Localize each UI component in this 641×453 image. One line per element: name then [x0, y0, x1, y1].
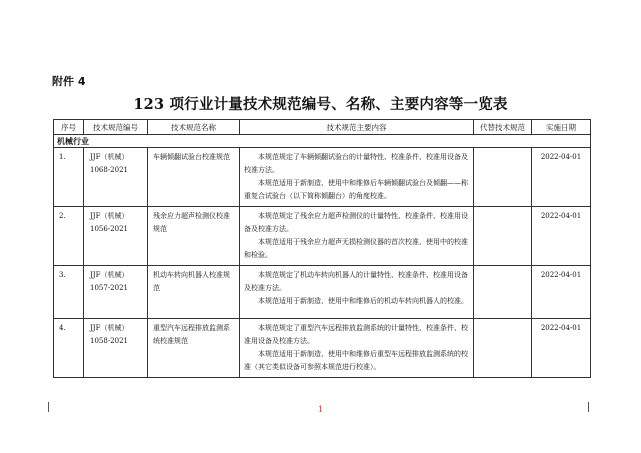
row-code-prefix: JJF（机械） [90, 153, 129, 161]
attachment-label: 附件 4 [52, 75, 86, 88]
row-code-prefix: JJF（机械） [90, 212, 129, 220]
row-date: 2022-04-01 [532, 319, 591, 378]
row-content-applicability: 本规范适用于残余应力超声无损检测仪器的首次校准、使用中的校准和检验。 [244, 238, 468, 259]
table-header-row [54, 120, 591, 135]
row-code-prefix: JJF（机械） [90, 324, 129, 332]
table-row [54, 266, 591, 319]
row-code-number: 1068-2021 [90, 166, 128, 174]
table-row [54, 319, 591, 378]
page-number: 1 [317, 405, 324, 414]
row-content [240, 266, 474, 319]
header-date: 实施日期 [532, 120, 591, 135]
row-code-prefix: JJF（机械） [90, 271, 129, 279]
row-code [84, 319, 148, 378]
row-code-number: 1058-2021 [90, 337, 128, 345]
category-label: 机械行业 [54, 135, 591, 148]
row-replace [474, 266, 532, 319]
row-content-applicability: 本规范适用于新制造、使用中和维修后车辆倾翻试验台及倾翻——称重复合试验台（以下简称倾翻台）的角度校准。 [244, 179, 468, 200]
header-code: 技术规范编号 [84, 120, 148, 135]
header-serial: 序号 [54, 120, 84, 135]
row-date: 2022-04-01 [532, 207, 591, 266]
row-name: 重型汽车远程排放监测系统校准规范 [148, 319, 240, 378]
row-serial: 1. [54, 148, 84, 207]
row-content-scope: 本规范规定了重型汽车远程排放监测系统的计量特性、校准条件、校准用设备及校准方法。 [244, 324, 468, 345]
row-content-scope: 本规范规定了机动车转向机器人的计量特性、校准条件、校准用设备及校准方法。 [244, 271, 468, 292]
specs-table [53, 119, 591, 378]
row-replace [474, 148, 532, 207]
row-name: 残余应力超声检测仪校准规范 [148, 207, 240, 266]
row-date: 2022-04-01 [532, 266, 591, 319]
row-content-applicability: 本规范适用于新制造、使用中和维修后重型车远程排放监测系统的校准（其它类似设备可参照本规范进行校准）。 [244, 350, 468, 371]
table-row [54, 207, 591, 266]
row-code [84, 148, 148, 207]
row-code-number: 1057-2021 [90, 284, 128, 292]
row-code [84, 207, 148, 266]
row-code [84, 266, 148, 319]
row-replace [474, 319, 532, 378]
row-content-applicability: 本规范适用于新制造、使用中和维修后的机动车转向机器人的校准。 [258, 297, 468, 305]
row-name: 车辆倾翻试验台校准规范 [148, 148, 240, 207]
row-content [240, 319, 474, 378]
row-content-scope: 本规范规定了车辆倾翻试验台的计量特性、校准条件、校准用设备及校准方法。 [244, 153, 468, 174]
row-name: 机动车转向机器人校准规范 [148, 266, 240, 319]
row-serial: 4. [54, 319, 84, 378]
header-content: 技术规范主要内容 [240, 120, 474, 135]
row-serial: 3. [54, 266, 84, 319]
row-content-scope: 本规范规定了残余应力超声检测仪的计量特性、校准条件、校准用设备及校准方法。 [244, 212, 468, 233]
row-content [240, 148, 474, 207]
row-serial: 2. [54, 207, 84, 266]
document-title: 123 项行业计量技术规范编号、名称、主要内容等一览表 [133, 96, 508, 113]
category-row [54, 135, 591, 148]
header-name: 技术规范名称 [148, 120, 240, 135]
row-replace [474, 207, 532, 266]
row-date: 2022-04-01 [532, 148, 591, 207]
row-code-number: 1056-2021 [90, 225, 128, 233]
row-content [240, 207, 474, 266]
header-replace: 代替技术规范 [474, 120, 532, 135]
table-row [54, 148, 591, 207]
